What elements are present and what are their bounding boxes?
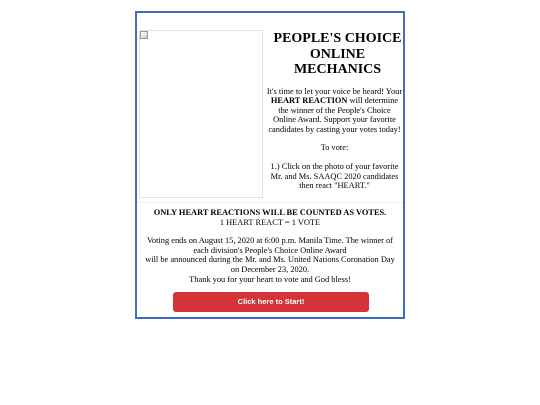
vote-step-1: 1.) Click on the photo of your favorite Mr. and Ms. SAAQC 2020 candidates then react "HEART." [270,162,399,191]
start-button[interactable]: Click here to Start! [173,292,369,312]
heart-equals-vote: 1 HEART REACT = 1 VOTE [219,217,321,227]
vote-label: To vote: [320,143,349,153]
intro-text-part1: It's time to let your voice be heard! Your [266,86,403,96]
voting-ends-line-1: Voting ends on August 15, 2020 at 6:00 p.m. Manila Time. The winner of each division's People's Choice Online Award [146,236,394,255]
mechanics-card [135,11,405,319]
divider [137,202,403,203]
page-title: PEOPLE'S CHOICE ONLINE MECHANICS [273,31,402,77]
voting-ends-text [137,236,403,284]
rules-section [137,208,403,284]
broken-image-icon [140,31,148,39]
only-heart-notice: ONLY HEART REACTIONS WILL BE COUNTED AS VOTES. [153,208,387,217]
voting-ends-line-2: will be announced during the Mr. and Ms. United Nations Coronation Day on December 23, 2020. [145,255,395,274]
hero-image[interactable] [139,30,263,198]
intro-column [266,31,403,191]
intro-text [266,87,403,135]
thanks-text: Thank you for your heart to vote and God bless! [189,274,351,284]
intro-text-bold: HEART REACTION [270,96,348,106]
intro-text-part2: will determine the winner of the People's Choice Online Award. Support your favorite candidates by casting your votes today! [268,96,401,134]
